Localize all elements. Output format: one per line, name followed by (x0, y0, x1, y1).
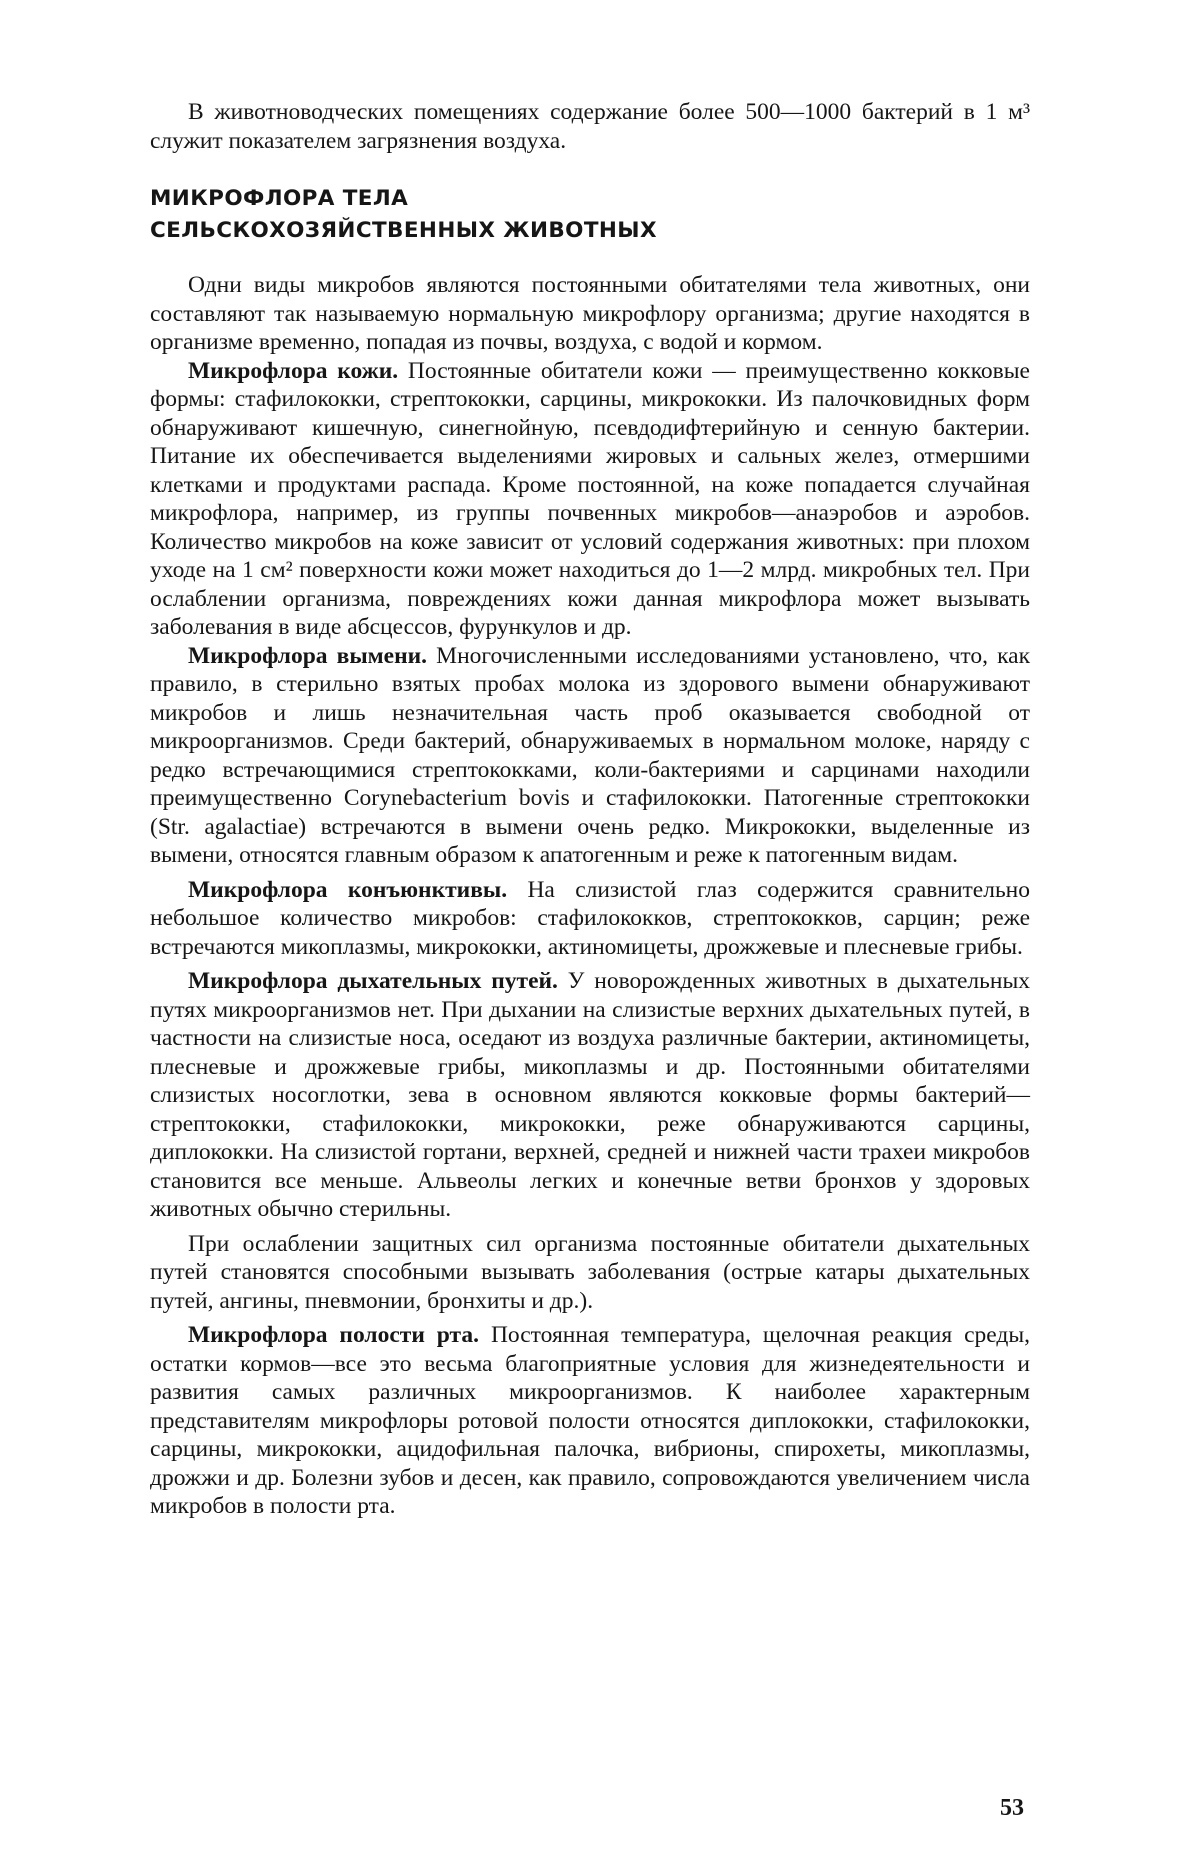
run-in-heading-oral: Микрофлора полости рта. (188, 1322, 480, 1348)
section-heading-line-1: МИКРОФЛОРА ТЕЛА (150, 186, 409, 211)
section-heading (150, 183, 1030, 247)
paragraph-text: Многочисленными исследованиями установлено, что, как правило, в стерильно взятых пробах молока из здорового вымени обнаруживают микробов и лишь незначительная часть проб оказывается свободной от микроорганизмов. Среди бактерий, обнаруживаемых в нормальном молоке, наряду с редко встречающимися стрептококками, коли-бактериями и сарцинами находили преимущественно Corynebacterium bovis и стафилококки. Патогенные стрептококки (Str. agalactiae) встречаются в вымени очень редко. Микрококки, выделенные из вымени, относятся главным образом к апатогенным и реже к патогенным видам. (150, 642, 1030, 868)
paragraph-text: Постоянные обитатели кожи — преимущественно кокковые формы: стафилококки, стрептококки, сарцины, микрококки. Из палочковидных форм обнаруживают кишечную, синегнойную, псевдодифтерийную и сенную бактерии. Питание их обеспечивается выделениями жировых и сальных желез, отмершими клетками и продуктами распада. Кроме постоянной, на коже попадается случайная микрофлора, например, из группы почвенных микробов—анаэробов и аэробов. Количество микробов на коже зависит от условий содержания животных: при плохом уходе на 1 см² поверхности кожи может находиться до 1—2 млрд. микробных тел. При ослаблении организма, повреждениях кожи данная микрофлора может вызывать заболевания в виде абсцессов, фурункулов и др. (150, 357, 1030, 640)
section-heading-line-2: СЕЛЬСКОХОЗЯЙСТВЕННЫХ ЖИВОТНЫХ (150, 218, 657, 243)
paragraph-text: На слизистой глаз содержится сравнительно небольшое количество микробов: стафилококков, стрептококков, сарцин; реже встречаются микоплазмы, микрококки, актиномицеты, дрожжевые и плесневые грибы. (150, 876, 1030, 960)
page-number: 53 (1000, 1795, 1024, 1821)
paragraph-text: Одни виды микробов являются постоянными обитателями тела животных, они составляют так называемую нормальную микрофлору организма; другие находятся в организме временно, попадая из почвы, воздуха, с водой и кормом. (150, 272, 1030, 355)
intro-paragraph: В животноводческих помещениях содержание более 500—1000 бактерий в 1 м³ служит показателем загрязнения воздуха. (150, 99, 1030, 154)
run-in-heading-skin: Микрофлора кожи. (188, 357, 399, 384)
paragraph-oral (150, 1321, 1030, 1521)
paragraph-skin (150, 357, 1030, 642)
run-in-heading-udder: Микрофлора вымени. (188, 642, 428, 669)
paragraph-udder (150, 642, 1030, 870)
paragraph-text: Постоянная температура, щелочная реакция среды, остатки кормов—все это весьма благоприятные условия для жизнедеятельности и развития самых различных микроорганизмов. К наиболее характерным представителям микрофлоры ротовой полости относятся диплококки, стафилококки, сарцины, микрококки, ацидофильная палочка, вибрионы, спирохеты, микоплазмы, дрожжи и др. Болезни зубов и десен, как правило, сопровождаются увеличением числа микробов в полости рта. (150, 1322, 1031, 1519)
paragraph-text: У новорожденных животных в дыхательных путях микроорганизмов нет. При дыхании на слизистые верхних дыхательных путей, в частности на слизистые носа, оседают из воздуха различные бактерии, актиномицеты, плесневые и дрожжевые грибы, микоплазмы и др. Постоянными обитателями слизистых носоглотки, зева в основном являются кокковые формы бактерий—стрептококки, стафилококки, микрококки, реже обнаруживаются сарцины, диплококки. На слизистой гортани, верхней, средней и нижней части трахеи микробов становится все меньше. Альвеолы легких и конечные ветви бронхов у здоровых животных обычно стерильны. (150, 968, 1030, 1222)
run-in-heading-conjunctiva: Микрофлора конъюнктивы. (188, 876, 508, 903)
paragraph-text: При ослаблении защитных сил организма постоянные обитатели дыхательных путей становятся способными вызывать заболевания (острые катары дыхательных путей, ангины, пневмонии, бронхиты и др.). (150, 1230, 1030, 1314)
paragraph-respiratory (150, 967, 1030, 1224)
run-in-heading-respiratory: Микрофлора дыхательных путей. (188, 968, 558, 994)
text-column (150, 98, 1030, 1521)
paragraph-conjunctiva (150, 876, 1030, 962)
paragraph-respiratory-disease (150, 1230, 1030, 1316)
paragraph-general (150, 271, 1030, 357)
